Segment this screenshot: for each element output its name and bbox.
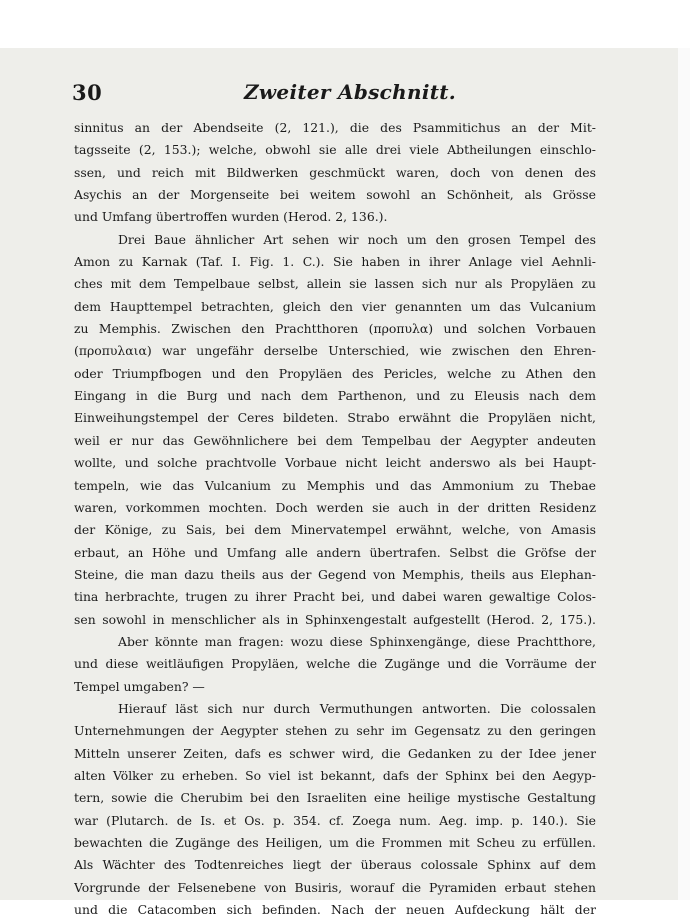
text-line: Unternehmungen der Aegypter stehen zu sehr im Gegensatz zu den geringen [74,723,596,739]
text-line: alten Völker zu erheben. So viel ist bekannt, dafs der Sphinx bei den Aegyp- [74,767,596,783]
text-line: Amon zu Karnak (Taf. I. Fig. 1. C.). Sie haben in ihrer Anlage viel Aehnli- [74,254,596,270]
text-line: und diese weitläufigen Propyläen, welche die Zugänge und die Vorräume der [74,656,596,672]
running-title: Zweiter Abschnitt. [244,80,457,104]
scan-top-margin [0,0,690,48]
text-line: Vorgrunde der Felsenebene von Busiris, worauf die Pyramiden erbaut stehen [74,879,596,895]
text-line: ches mit dem Tempelbaue selbst, allein sie lassen sich nur als Propyläen zu [74,276,596,292]
text-line: Asychis an der Morgenseite bei weitem sowohl an Schönheit, als Grösse [74,187,596,203]
page-header [72,80,592,110]
text-line: Mitteln unserer Zeiten, dafs es schwer wird, die Gedanken zu der Idee jener [74,745,596,761]
text-line: weil er nur das Gewöhnlichere bei dem Tempelbau der Aegypter andeuten [74,432,596,448]
page-number: 30 [72,80,103,105]
text-line: bewachten die Zugänge des Heiligen, um die Frommen mit Scheu zu erfüllen. [74,835,596,850]
text-line: Als Wächter des Todtenreiches liegt der überaus colossale Sphinx auf dem [74,857,596,873]
text-line: dem Haupttempel betrachten, gleich den vier genannten um das Vulcanium [74,298,596,314]
text-line: und die Catacomben sich befinden. Nach der neuen Aufdeckung hält der [74,902,596,918]
text-line: Steine, die man dazu theils aus der Gegend von Memphis, theils aus Elephan- [74,566,596,582]
body-text [74,117,596,921]
text-line: tern, sowie die Cherubim bei den Israeliten eine heilige mystische Gestaltung [74,790,596,806]
text-line: tina herbrachte, trugen zu ihrer Pracht bei, und dabei waren gewaltige Colos- [74,589,596,605]
text-line: war (Plutarch. de Is. et Os. p. 354. cf. Zoega num. Aeg. imp. p. 140.). Sie [74,812,596,828]
text-line: tempeln, wie das Vulcanium zu Memphis und das Ammonium zu Thebae [74,477,596,493]
text-line: Hierauf läst sich nur durch Vermuthungen antworten. Die colossalen [118,700,596,716]
text-line: wollte, und solche prachtvolle Vorbaue nicht leicht anderswo als bei Haupt- [74,455,596,471]
text-line: zu Memphis. Zwischen den Prachtthoren (προπυλα) und solchen Vorbauen [74,321,596,337]
text-line: sinnitus an der Abendseite (2, 121.), die des Psammitichus an der Mit- [74,120,596,135]
text-line: tagsseite (2, 153.); welche, obwohl sie alle drei viele Abtheilungen einschlo- [74,142,596,158]
text-line: (προπυλαια) war ungefähr derselbe Unterschied, wie zwischen den Ehren- [74,343,596,359]
text-line: waren, vorkommen mochten. Doch werden sie auch in der dritten Residenz [74,499,596,515]
text-line: oder Triumpfbogen und den Propyläen des Pericles, welche zu Athen den [74,365,596,381]
text-line: ssen, und reich mit Bildwerken geschmückt waren, doch von denen des [74,164,596,180]
text-line: erbaut, an Höhe und Umfang alle andern übertrafen. Selbst die Gröfse der [74,544,596,560]
text-line: Drei Baue ähnlicher Art sehen wir noch um den grosen Tempel des [118,231,596,247]
text-line: und Umfang übertroffen wurden (Herod. 2, 136.). [74,209,388,225]
text-line: Eingang in die Burg und nach dem Parthenon, und zu Eleusis nach dem [74,388,596,404]
text-line: Aber könnte man fragen: wozu diese Sphinxengänge, diese Prachtthore, [118,633,596,649]
text-line: der Könige, zu Sais, bei dem Minervatempel erwähnt, welche, von Amasis [74,522,596,538]
text-line: Tempel umgaben? — [74,678,205,694]
text-line: sen sowohl in menschlicher als in Sphinxengestalt aufgestellt (Herod. 2, 175.). [74,611,596,627]
text-line: Einweihungstempel der Ceres bildeten. Strabo erwähnt die Propyläen nicht, [74,410,596,426]
scan-right-margin [678,48,690,900]
